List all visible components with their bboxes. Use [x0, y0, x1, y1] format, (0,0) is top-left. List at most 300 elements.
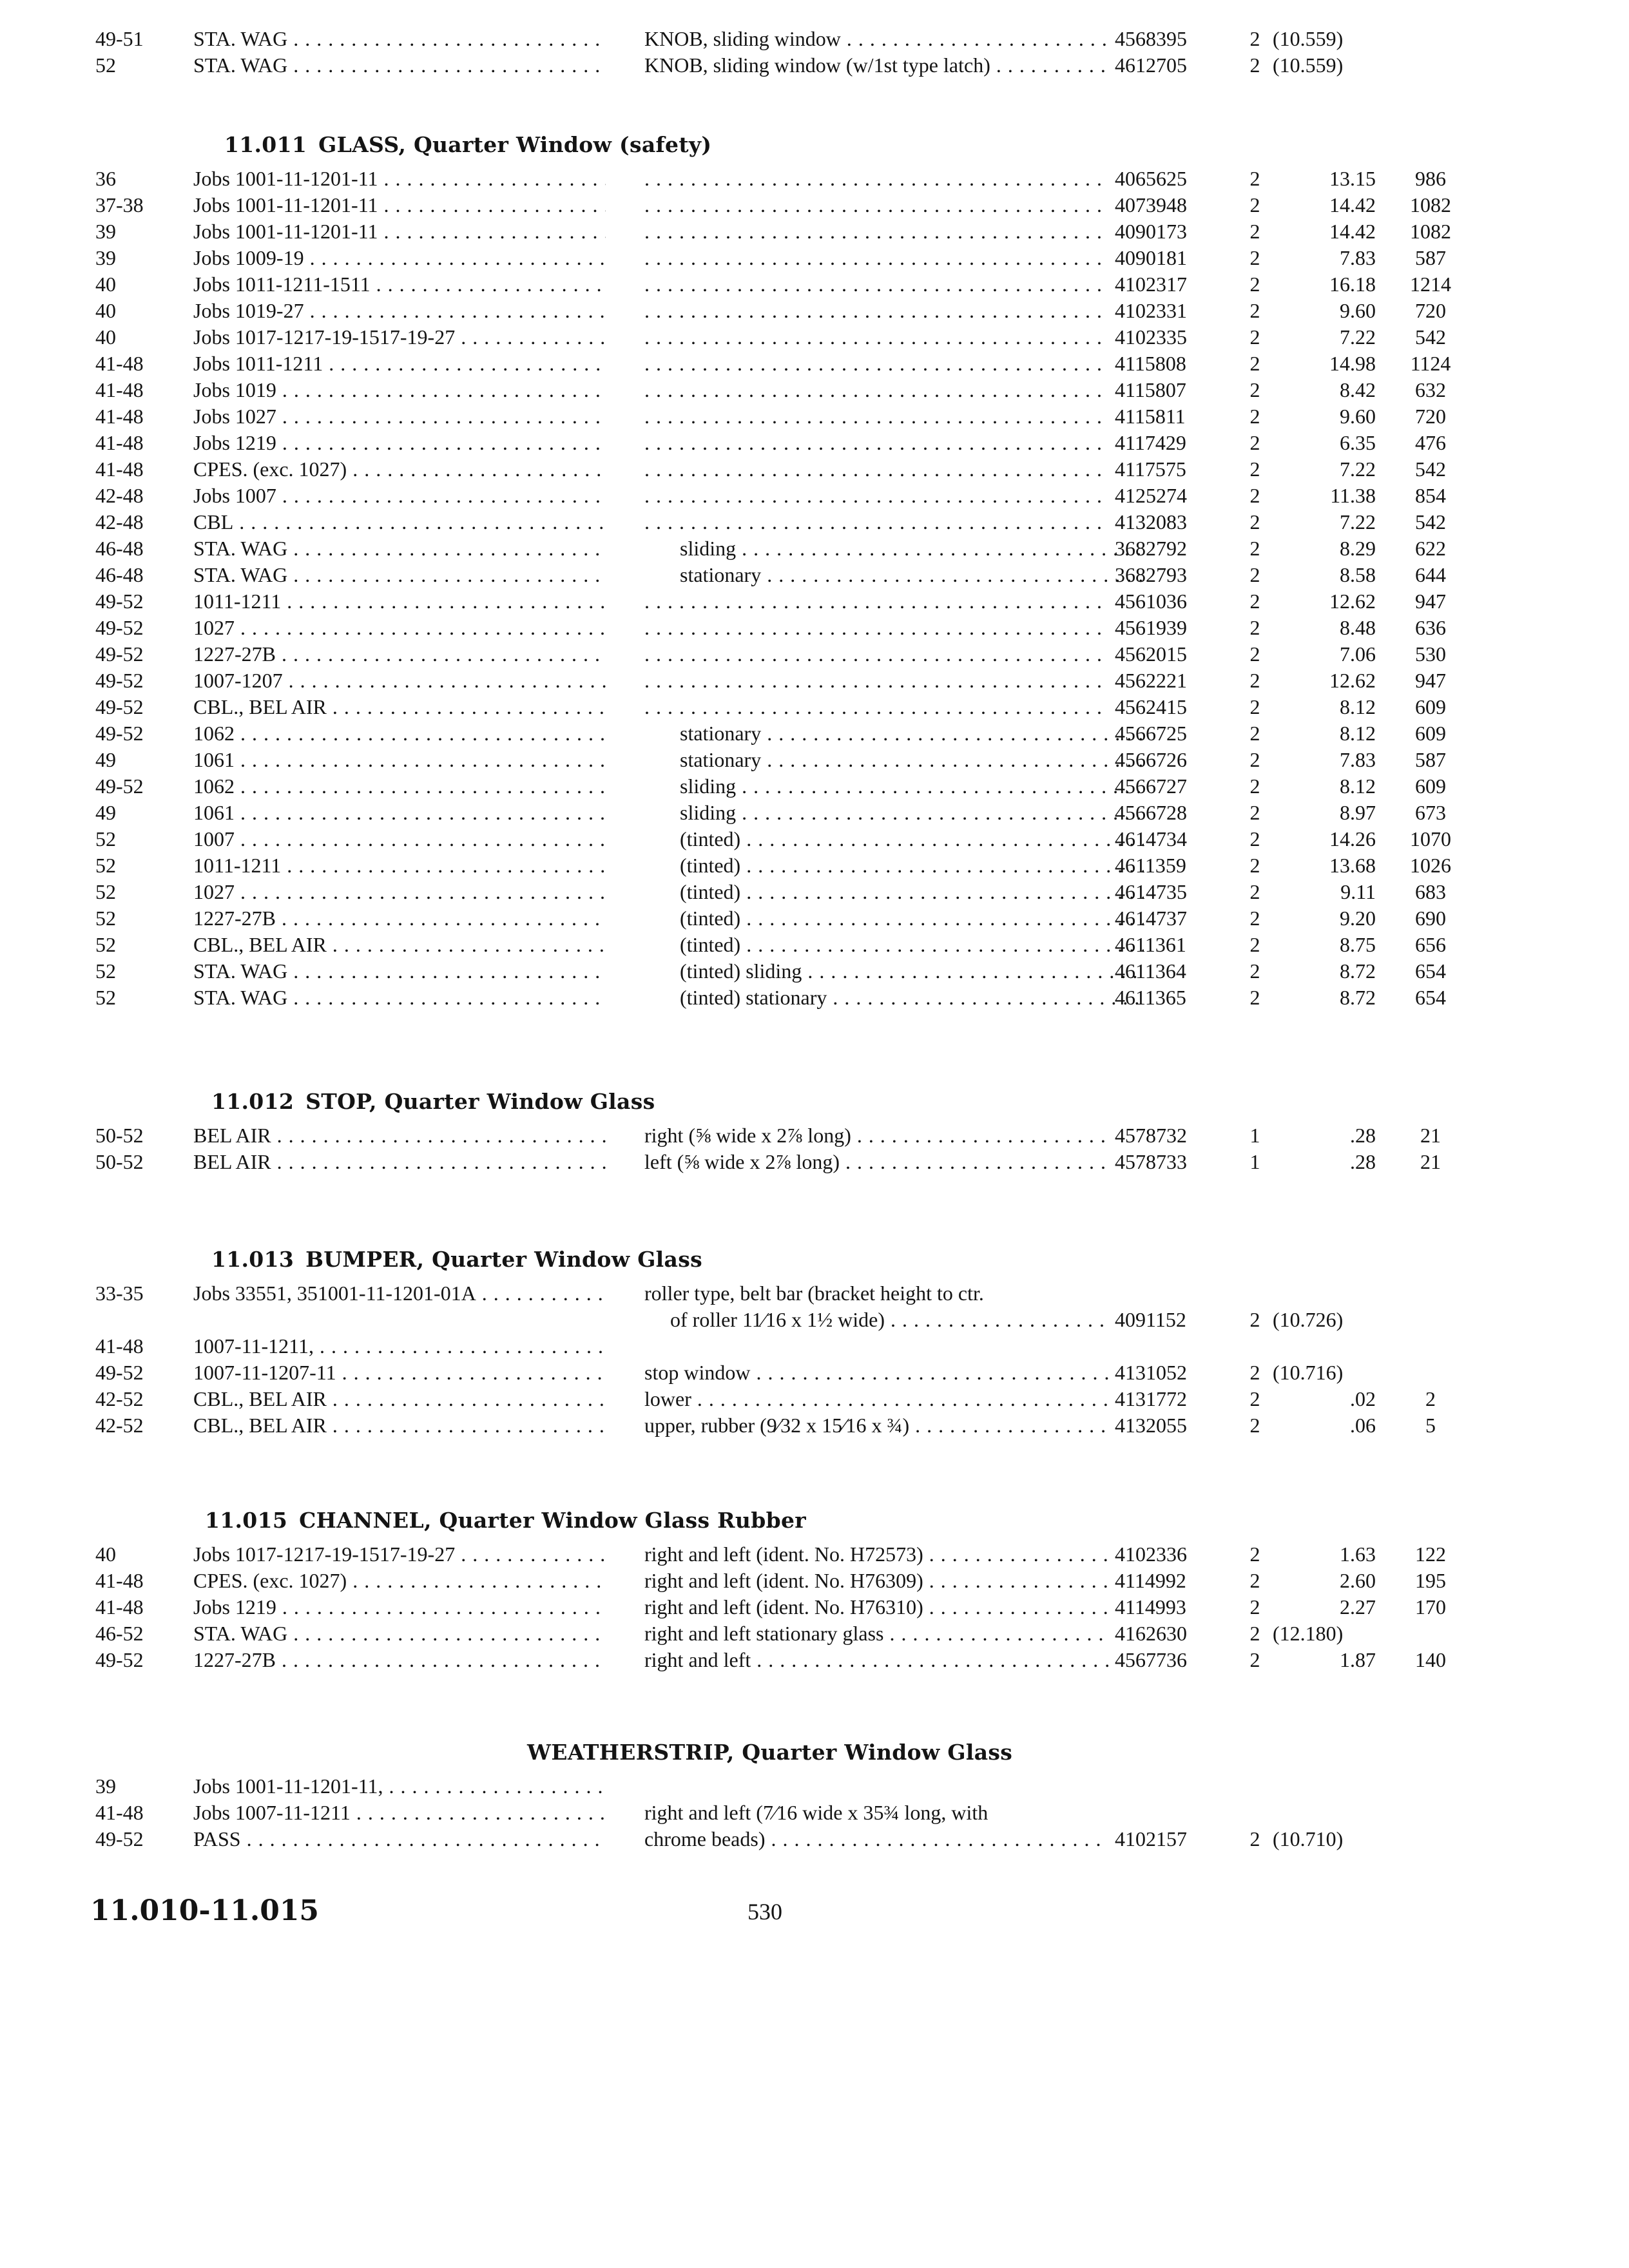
table-row — [0, 535, 1629, 562]
part-number: 4073948 — [1115, 193, 1187, 216]
group-reference: (10.559) — [1273, 27, 1344, 50]
part-number: 4114993 — [1115, 1595, 1186, 1619]
model-years: 49 — [95, 748, 116, 771]
description-text — [644, 271, 1108, 298]
application-text: Jobs 1011-1211-1511 . . . — [193, 271, 606, 298]
footer-page-number: 530 — [747, 1899, 782, 1925]
quantity: 2 — [1249, 1648, 1260, 1671]
application-text: 1227-27B . . . — [193, 1647, 606, 1673]
model-years: 49 — [95, 801, 116, 824]
table-row — [0, 192, 1629, 218]
description-text: (tinted) . . . — [680, 852, 1144, 879]
table-row — [0, 26, 1629, 52]
table-row — [0, 641, 1629, 668]
cost-code: 947 — [1415, 590, 1446, 613]
part-number: 4117429 — [1115, 431, 1186, 454]
table-row — [0, 800, 1629, 826]
application — [193, 52, 606, 85]
model-years: 42-52 — [95, 1387, 144, 1410]
application-text: STA. WAG . . . — [193, 52, 606, 79]
section-heading: GLASS, Quarter Window (safety) — [318, 132, 712, 157]
description-text — [644, 403, 1108, 430]
list-price: 9.60 — [1340, 299, 1376, 322]
list-price: 8.29 — [1340, 537, 1376, 560]
quantity: 2 — [1249, 1595, 1260, 1619]
list-price: 7.22 — [1340, 510, 1376, 533]
cost-code: 609 — [1415, 774, 1446, 798]
list-price: 14.42 — [1329, 220, 1376, 243]
description — [644, 1800, 1108, 1826]
table-row — [0, 430, 1629, 456]
description-text: sliding . . . — [680, 773, 1144, 800]
list-price: 8.12 — [1340, 722, 1376, 745]
list-price: 1.63 — [1340, 1542, 1376, 1566]
table-row — [0, 1773, 1629, 1800]
quantity: 2 — [1249, 405, 1260, 428]
quantity: 2 — [1249, 510, 1260, 533]
part-number: 4614735 — [1115, 880, 1187, 903]
cost-code: 854 — [1415, 484, 1446, 507]
application-text: 1007 . . . — [193, 826, 606, 852]
table-row — [0, 456, 1629, 483]
table-row — [0, 1149, 1629, 1175]
part-number: 4125274 — [1115, 484, 1187, 507]
quantity: 2 — [1249, 1622, 1260, 1645]
table-row — [0, 1620, 1629, 1647]
cost-code: 542 — [1415, 325, 1446, 349]
description-text: stationary . . . — [680, 562, 1144, 588]
model-years: 46-48 — [95, 537, 144, 560]
cost-code: 21 — [1420, 1124, 1441, 1147]
part-number: 4566728 — [1115, 801, 1187, 824]
cost-code: 1026 — [1410, 854, 1451, 877]
cost-code: 720 — [1415, 405, 1446, 428]
section-number: 11.012 — [211, 1089, 294, 1114]
description-text: right and left (7⁄16 wide x 35¾ long, with — [644, 1801, 988, 1824]
model-years: 49-52 — [95, 1827, 144, 1850]
section-title — [224, 132, 711, 157]
cost-code: 1214 — [1410, 273, 1451, 296]
table-row — [0, 1386, 1629, 1412]
model-years: 49-52 — [95, 1361, 144, 1384]
part-number: 4611364 — [1115, 959, 1186, 983]
list-price: 1.87 — [1340, 1648, 1376, 1671]
description-text: (tinted) . . . — [680, 826, 1144, 852]
cost-code: 609 — [1415, 722, 1446, 745]
cost-code: 947 — [1415, 669, 1446, 692]
description-text: right and left (ident. No. H76309) . . . — [644, 1568, 1108, 1594]
quantity: 2 — [1249, 669, 1260, 692]
model-years: 41-48 — [95, 1595, 144, 1619]
description-text: upper, rubber (9⁄32 x 15⁄16 x ¾) . . . — [644, 1412, 1108, 1439]
list-price: 7.06 — [1340, 642, 1376, 666]
model-years: 41-48 — [95, 352, 144, 375]
description-text — [644, 218, 1108, 245]
quantity: 2 — [1249, 431, 1260, 454]
description — [644, 52, 1108, 85]
description-text: KNOB, sliding window . . . — [644, 26, 1108, 52]
model-years: 41-48 — [95, 1801, 144, 1824]
list-price: 6.35 — [1340, 431, 1376, 454]
description — [644, 1280, 1108, 1333]
model-years: 52 — [95, 907, 116, 930]
quantity: 2 — [1249, 325, 1260, 349]
application-text: CBL . . . — [193, 509, 606, 535]
model-years: 52 — [95, 959, 116, 983]
quantity: 2 — [1249, 907, 1260, 930]
list-price: 16.18 — [1329, 273, 1376, 296]
description-text: (tinted) sliding . . . — [680, 958, 1144, 985]
description-text — [644, 588, 1108, 615]
description-text: (tinted) . . . — [680, 879, 1144, 905]
quantity: 1 — [1249, 1150, 1260, 1173]
model-years: 52 — [95, 933, 116, 956]
model-years: 40 — [95, 1542, 116, 1566]
description-text — [644, 192, 1108, 218]
part-number: 4117575 — [1115, 457, 1186, 481]
model-years: 49-52 — [95, 642, 144, 666]
list-price: 9.60 — [1340, 405, 1376, 428]
section-title — [211, 1247, 702, 1272]
model-years: 40 — [95, 299, 116, 322]
application — [193, 1149, 606, 1182]
model-years: 41-48 — [95, 431, 144, 454]
table-row — [0, 351, 1629, 377]
application-text: Jobs 1017-1217-19-1517-19-27 . . . — [193, 1541, 606, 1568]
description-text: left (⅝ wide x 2⅞ long) . . . — [644, 1149, 1108, 1175]
part-number: 4566725 — [1115, 722, 1187, 745]
table-row — [0, 483, 1629, 509]
table-row — [0, 958, 1629, 985]
application-text: 1027 . . . — [193, 879, 606, 905]
quantity: 2 — [1249, 378, 1260, 401]
application-text: PASS . . . — [193, 1826, 606, 1852]
list-price: 8.12 — [1340, 695, 1376, 718]
application-text: 1062 . . . — [193, 773, 606, 800]
application-text: CBL., BEL AIR . . . — [193, 932, 606, 958]
model-years: 50-52 — [95, 1124, 144, 1147]
application-text: 1027 . . . — [193, 615, 606, 641]
table-row — [0, 1800, 1629, 1826]
table-row — [0, 985, 1629, 1011]
table-row — [0, 509, 1629, 535]
application-text: STA. WAG . . . — [193, 958, 606, 985]
application — [193, 1412, 606, 1445]
description-text — [644, 298, 1108, 324]
table-row — [0, 747, 1629, 773]
model-years: 49-52 — [95, 616, 144, 639]
table-row — [0, 694, 1629, 720]
table-row — [0, 1280, 1629, 1333]
application-text: STA. WAG . . . — [193, 1620, 606, 1647]
quantity: 2 — [1249, 590, 1260, 613]
part-number: 4611361 — [1115, 933, 1186, 956]
model-years: 46-52 — [95, 1622, 144, 1645]
quantity: 2 — [1249, 352, 1260, 375]
list-price: 7.83 — [1340, 246, 1376, 269]
table-row — [0, 377, 1629, 403]
application-text: Jobs 1001-11-1201-11 . . . — [193, 218, 606, 245]
application-text: 1007-11-1207-11 . . . — [193, 1360, 606, 1386]
description-text: right (⅝ wide x 2⅞ long) . . . — [644, 1122, 1108, 1149]
quantity: 2 — [1249, 1569, 1260, 1592]
model-years: 36 — [95, 167, 116, 190]
part-number: 4568395 — [1115, 27, 1187, 50]
cost-code: 542 — [1415, 510, 1446, 533]
description-text: right and left stationary glass . . . — [644, 1620, 1108, 1647]
model-years: 39 — [95, 246, 116, 269]
group-reference: (12.180) — [1273, 1622, 1344, 1645]
quantity: 2 — [1249, 880, 1260, 903]
quantity: 2 — [1249, 616, 1260, 639]
model-years: 49-52 — [95, 669, 144, 692]
table-row — [0, 298, 1629, 324]
quantity: 2 — [1249, 167, 1260, 190]
quantity: 2 — [1249, 827, 1260, 850]
table-row — [0, 562, 1629, 588]
table-row — [0, 1541, 1629, 1568]
application-text: STA. WAG . . . — [193, 562, 606, 588]
application-text: 1007-1207 . . . — [193, 668, 606, 694]
list-price: .28 — [1350, 1124, 1376, 1147]
part-number: 4612705 — [1115, 53, 1187, 77]
model-years: 52 — [95, 854, 116, 877]
application-text: CPES. (exc. 1027) . . . — [193, 456, 606, 483]
cost-code: 622 — [1415, 537, 1446, 560]
application-text: Jobs 1027 . . . — [193, 403, 606, 430]
part-number: 4611359 — [1115, 854, 1186, 877]
cost-code: 5 — [1425, 1414, 1436, 1437]
cost-code: 644 — [1415, 563, 1446, 586]
quantity: 2 — [1249, 563, 1260, 586]
table-row — [0, 773, 1629, 800]
list-price: 8.12 — [1340, 774, 1376, 798]
part-number: 4578732 — [1115, 1124, 1187, 1147]
table-row — [0, 826, 1629, 852]
description-text — [644, 509, 1108, 535]
cost-code: 170 — [1415, 1595, 1446, 1619]
part-number: 4131772 — [1115, 1387, 1187, 1410]
description-text: (tinted) stationary . . . — [680, 985, 1144, 1011]
quantity: 2 — [1249, 1361, 1260, 1384]
part-number: 4562015 — [1115, 642, 1187, 666]
section-rows — [0, 1541, 1629, 1673]
application-text: CBL., BEL AIR . . . — [193, 1386, 606, 1412]
quantity: 2 — [1249, 1308, 1260, 1331]
list-price: 9.11 — [1340, 880, 1376, 903]
list-price: 8.72 — [1340, 959, 1376, 983]
section-rows — [0, 166, 1629, 1011]
quantity: 1 — [1249, 1124, 1260, 1147]
part-number: 3682793 — [1115, 563, 1187, 586]
cost-code: 476 — [1415, 431, 1446, 454]
application — [193, 1647, 606, 1680]
table-row — [0, 905, 1629, 932]
cost-code: 140 — [1415, 1648, 1446, 1671]
section-heading: BUMPER, Quarter Window Glass — [305, 1247, 702, 1272]
part-number: 4115807 — [1115, 378, 1186, 401]
description-text: stationary . . . — [680, 720, 1144, 747]
table-row — [0, 588, 1629, 615]
model-years: 49-52 — [95, 695, 144, 718]
quantity: 2 — [1249, 1414, 1260, 1437]
list-price: 7.22 — [1340, 457, 1376, 481]
group-reference: (10.716) — [1273, 1361, 1344, 1384]
part-number: 4131052 — [1115, 1361, 1187, 1384]
description — [644, 1412, 1108, 1445]
application-text: Jobs 1007-11-1211 . . . — [193, 1800, 606, 1826]
description-text — [644, 694, 1108, 720]
part-number: 4561939 — [1115, 616, 1187, 639]
list-price: 14.26 — [1329, 827, 1376, 850]
application-text: 1227-27B . . . — [193, 905, 606, 932]
part-number: 4090181 — [1115, 246, 1187, 269]
list-price: 13.68 — [1329, 854, 1376, 877]
description-text — [644, 166, 1108, 192]
part-number: 4614734 — [1115, 827, 1187, 850]
section-heading: CHANNEL, Quarter Window Glass Rubber — [299, 1508, 806, 1533]
section-rows — [0, 1280, 1629, 1439]
section-title — [527, 1740, 1012, 1765]
model-years: 41-48 — [95, 405, 144, 428]
description-line-2: of roller 11⁄16 x 1½ wide) . . . — [644, 1307, 1108, 1333]
cost-code: 673 — [1415, 801, 1446, 824]
description — [644, 1149, 1108, 1182]
cost-code: 1070 — [1410, 827, 1451, 850]
part-number: 4102317 — [1115, 273, 1187, 296]
description-text: chrome beads) . . . — [644, 1826, 1108, 1852]
table-row — [0, 852, 1629, 879]
application-text: 1227-27B . . . — [193, 641, 606, 668]
application-text: Jobs 1011-1211 . . . — [193, 351, 606, 377]
part-number: 4132055 — [1115, 1414, 1187, 1437]
description-text — [644, 430, 1108, 456]
table-row — [0, 1826, 1629, 1852]
table-row — [0, 720, 1629, 747]
section-title — [205, 1508, 806, 1533]
table-row — [0, 1122, 1629, 1149]
description-text: right and left (ident. No. H72573) . . . — [644, 1541, 1108, 1568]
cost-code: 632 — [1415, 378, 1446, 401]
table-row — [0, 932, 1629, 958]
part-number: 4578733 — [1115, 1150, 1187, 1173]
application-text: BEL AIR . . . — [193, 1122, 606, 1149]
model-years: 42-48 — [95, 510, 144, 533]
quantity: 2 — [1249, 695, 1260, 718]
cost-code: 21 — [1420, 1150, 1441, 1173]
part-number: 4102157 — [1115, 1827, 1187, 1850]
model-years: 40 — [95, 325, 116, 349]
quantity: 2 — [1249, 722, 1260, 745]
application-text: 1061 . . . — [193, 747, 606, 773]
cost-code: 720 — [1415, 299, 1446, 322]
cost-code: 1082 — [1410, 220, 1451, 243]
part-number: 4614737 — [1115, 907, 1187, 930]
application-text: Jobs 1219 . . . — [193, 1594, 606, 1620]
section-number: 11.013 — [211, 1247, 294, 1272]
model-years: 40 — [95, 273, 116, 296]
description-text — [644, 483, 1108, 509]
list-price: 12.62 — [1329, 669, 1376, 692]
table-row — [0, 403, 1629, 430]
part-number: 4114992 — [1115, 1569, 1186, 1592]
list-price: .02 — [1350, 1387, 1376, 1410]
quantity: 2 — [1249, 1387, 1260, 1410]
part-number: 4561036 — [1115, 590, 1187, 613]
quantity: 2 — [1249, 642, 1260, 666]
part-number: 4102336 — [1115, 1542, 1187, 1566]
quantity: 2 — [1249, 801, 1260, 824]
list-price: 8.42 — [1340, 378, 1376, 401]
application-text: CBL., BEL AIR . . . — [193, 1412, 606, 1439]
model-years: 39 — [95, 1774, 116, 1798]
table-row — [0, 245, 1629, 271]
list-price: 13.15 — [1329, 167, 1376, 190]
cost-code: 530 — [1415, 642, 1446, 666]
cost-code: 683 — [1415, 880, 1446, 903]
description-text: sliding . . . — [680, 800, 1144, 826]
cost-code: 587 — [1415, 748, 1446, 771]
model-years: 49-52 — [95, 722, 144, 745]
cost-code: 690 — [1415, 907, 1446, 930]
application-text: 1061 . . . — [193, 800, 606, 826]
quantity: 2 — [1249, 537, 1260, 560]
cost-code: 122 — [1415, 1542, 1446, 1566]
description-text — [644, 456, 1108, 483]
section-number: 11.011 — [224, 132, 307, 157]
part-number: 4115808 — [1115, 352, 1186, 375]
quantity: 2 — [1249, 246, 1260, 269]
quantity: 2 — [1249, 53, 1260, 77]
part-number: 3682792 — [1115, 537, 1187, 560]
list-price: 7.83 — [1340, 748, 1376, 771]
model-years: 33-35 — [95, 1282, 144, 1305]
cost-code: 986 — [1415, 167, 1446, 190]
description-text: (tinted) . . . — [680, 905, 1144, 932]
section-title — [211, 1089, 655, 1114]
part-number: 4132083 — [1115, 510, 1187, 533]
model-years: 41-48 — [95, 457, 144, 481]
section-heading: WEATHERSTRIP, Quarter Window Glass — [527, 1740, 1013, 1765]
description-text: stationary . . . — [680, 747, 1144, 773]
table-row — [0, 1333, 1629, 1360]
application-text: CBL., BEL AIR . . . — [193, 694, 606, 720]
knob-rows — [0, 26, 1629, 79]
quantity: 2 — [1249, 1542, 1260, 1566]
part-number: 4102335 — [1115, 325, 1187, 349]
description — [644, 985, 1144, 1017]
cost-code: 195 — [1415, 1569, 1446, 1592]
application-text: Jobs 1001-11-1201-11 . . . — [193, 192, 606, 218]
quantity: 2 — [1249, 1827, 1260, 1850]
model-years: 42-52 — [95, 1414, 144, 1437]
quantity: 2 — [1249, 854, 1260, 877]
table-row — [0, 166, 1629, 192]
quantity: 2 — [1249, 457, 1260, 481]
table-row — [0, 879, 1629, 905]
description-text: KNOB, sliding window (w/1st type latch) . . . — [644, 52, 1108, 79]
application-text: Jobs 1001-11-1201-11, . . . — [193, 1773, 606, 1800]
list-price: .06 — [1350, 1414, 1376, 1437]
list-price: 11.38 — [1330, 484, 1376, 507]
list-price: 8.72 — [1340, 986, 1376, 1009]
model-years: 52 — [95, 986, 116, 1009]
application-text: BEL AIR . . . — [193, 1149, 606, 1175]
part-number: 4115811 — [1115, 405, 1186, 428]
section-rows — [0, 1122, 1629, 1175]
table-row — [0, 668, 1629, 694]
quantity: 2 — [1249, 484, 1260, 507]
